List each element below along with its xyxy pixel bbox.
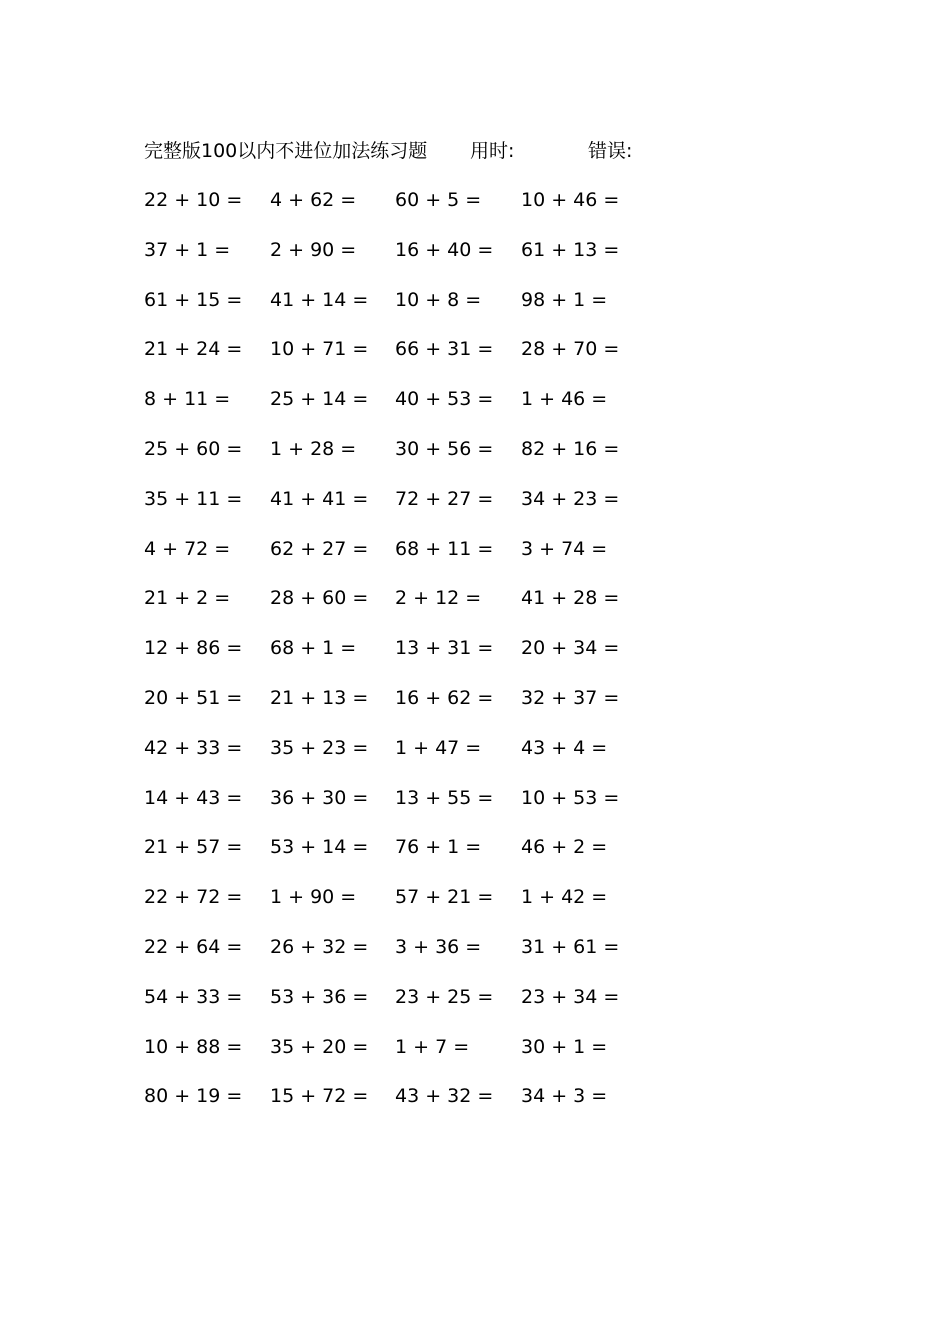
addition-problem: 41 + 28 = (521, 587, 620, 610)
problem-row (0, 831, 950, 881)
addition-problem: 25 + 60 = (144, 437, 243, 460)
addition-problem: 14 + 43 = (144, 786, 243, 809)
addition-problem: 34 + 23 = (521, 487, 620, 510)
addition-problem: 43 + 32 = (395, 1085, 494, 1108)
addition-problem: 82 + 16 = (521, 437, 620, 460)
addition-problem: 16 + 62 = (395, 686, 494, 709)
worksheet-title: 完整版100以内不进位加法练习题 (144, 140, 428, 162)
addition-problem: 21 + 13 = (270, 686, 369, 709)
addition-problem: 60 + 5 = (395, 189, 482, 211)
addition-problem: 61 + 15 = (144, 288, 243, 311)
addition-problem: 13 + 31 = (395, 637, 494, 660)
addition-problem: 10 + 46 = (521, 189, 620, 211)
problem-row (0, 582, 950, 632)
addition-problem: 2 + 90 = (270, 238, 357, 261)
time-label: 用时: (470, 140, 515, 162)
problem-row (0, 931, 950, 981)
addition-problem: 21 + 57 = (144, 836, 243, 859)
addition-problem: 21 + 2 = (144, 587, 231, 610)
addition-problem: 28 + 60 = (270, 587, 369, 610)
addition-problem: 42 + 33 = (144, 736, 243, 759)
addition-problem: 35 + 11 = (144, 487, 243, 510)
addition-problem: 66 + 31 = (395, 338, 494, 361)
problem-row (0, 333, 950, 383)
addition-problem: 2 + 12 = (395, 587, 482, 610)
addition-problem: 31 + 61 = (521, 935, 620, 958)
addition-problem: 22 + 10 = (144, 189, 243, 211)
addition-problem: 1 + 7 = (395, 1035, 470, 1058)
addition-problem: 10 + 71 = (270, 338, 369, 361)
addition-problem: 32 + 37 = (521, 686, 620, 709)
addition-problem: 80 + 19 = (144, 1085, 243, 1108)
addition-problem: 35 + 20 = (270, 1035, 369, 1058)
addition-problem: 41 + 14 = (270, 288, 369, 311)
addition-problem: 26 + 32 = (270, 935, 369, 958)
addition-problem: 21 + 24 = (144, 338, 243, 361)
addition-problem: 1 + 46 = (521, 388, 608, 411)
addition-problem: 22 + 72 = (144, 886, 243, 909)
problem-row (0, 1080, 950, 1130)
addition-problem: 68 + 1 = (270, 637, 357, 660)
addition-problem: 4 + 62 = (270, 189, 357, 211)
problem-row (0, 483, 950, 533)
addition-problem: 28 + 70 = (521, 338, 620, 361)
addition-problem: 10 + 53 = (521, 786, 620, 809)
addition-problem: 10 + 88 = (144, 1035, 243, 1058)
problem-row (0, 433, 950, 483)
worksheet-header (0, 136, 950, 166)
addition-problem: 76 + 1 = (395, 836, 482, 859)
addition-problem: 36 + 30 = (270, 786, 369, 809)
addition-problem: 57 + 21 = (395, 886, 494, 909)
addition-problem: 25 + 14 = (270, 388, 369, 411)
addition-problem: 62 + 27 = (270, 537, 369, 560)
errors-label: 错误: (588, 140, 633, 162)
problem-grid (0, 184, 950, 1130)
addition-problem: 3 + 74 = (521, 537, 608, 560)
addition-problem: 61 + 13 = (521, 238, 620, 261)
problem-row (0, 284, 950, 334)
addition-problem: 43 + 4 = (521, 736, 608, 759)
addition-problem: 20 + 34 = (521, 637, 620, 660)
addition-problem: 23 + 34 = (521, 985, 620, 1008)
addition-problem: 12 + 86 = (144, 637, 243, 660)
problem-row (0, 533, 950, 583)
addition-problem: 1 + 42 = (521, 886, 608, 909)
addition-problem: 1 + 28 = (270, 437, 357, 460)
problem-row (0, 632, 950, 682)
addition-problem: 16 + 40 = (395, 238, 494, 261)
problem-row (0, 981, 950, 1031)
addition-problem: 30 + 56 = (395, 437, 494, 460)
addition-problem: 13 + 55 = (395, 786, 494, 809)
addition-problem: 46 + 2 = (521, 836, 608, 859)
addition-problem: 10 + 8 = (395, 288, 482, 311)
addition-problem: 23 + 25 = (395, 985, 494, 1008)
addition-problem: 22 + 64 = (144, 935, 243, 958)
problem-row (0, 1031, 950, 1081)
addition-problem: 53 + 36 = (270, 985, 369, 1008)
addition-problem: 98 + 1 = (521, 288, 608, 311)
problem-row (0, 881, 950, 931)
addition-problem: 41 + 41 = (270, 487, 369, 510)
addition-problem: 1 + 47 = (395, 736, 482, 759)
addition-problem: 20 + 51 = (144, 686, 243, 709)
addition-problem: 53 + 14 = (270, 836, 369, 859)
addition-problem: 4 + 72 = (144, 537, 231, 560)
addition-problem: 72 + 27 = (395, 487, 494, 510)
problem-row (0, 383, 950, 433)
addition-problem: 3 + 36 = (395, 935, 482, 958)
addition-problem: 8 + 11 = (144, 388, 231, 411)
addition-problem: 34 + 3 = (521, 1085, 608, 1108)
problem-row (0, 184, 950, 234)
addition-problem: 37 + 1 = (144, 238, 231, 261)
addition-problem: 40 + 53 = (395, 388, 494, 411)
addition-problem: 35 + 23 = (270, 736, 369, 759)
addition-problem: 68 + 11 = (395, 537, 494, 560)
addition-problem: 30 + 1 = (521, 1035, 608, 1058)
problem-row (0, 682, 950, 732)
addition-problem: 15 + 72 = (270, 1085, 369, 1108)
problem-row (0, 234, 950, 284)
addition-problem: 1 + 90 = (270, 886, 357, 909)
problem-row (0, 782, 950, 832)
addition-problem: 54 + 33 = (144, 985, 243, 1008)
problem-row (0, 732, 950, 782)
